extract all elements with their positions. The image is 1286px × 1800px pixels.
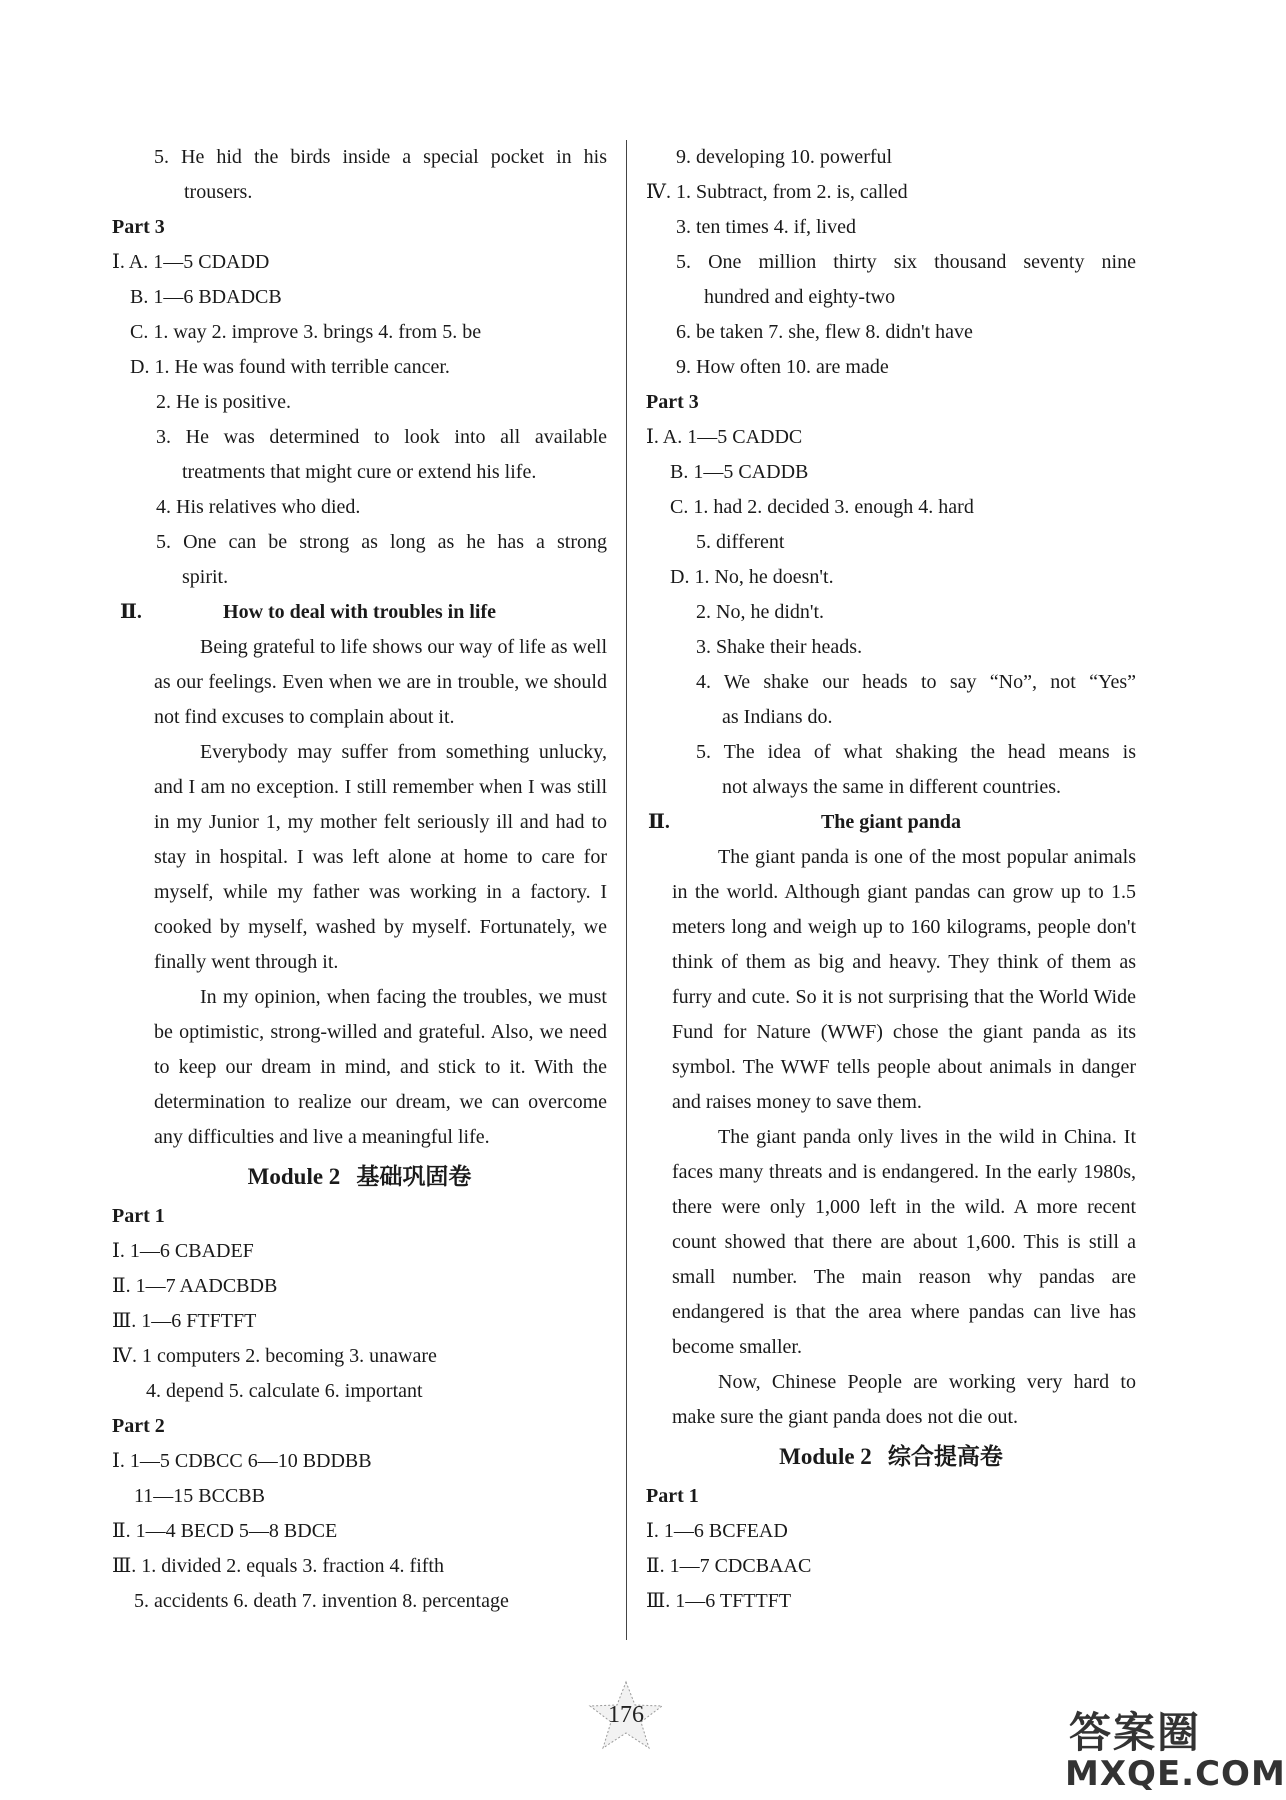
essay-paragraph: Everybody may suffer from something unlucky, and I am no exception. I still remember when I was still in my Junior 1, my mother felt seriously ill and had to stay in hospital. I was left alone at home to care for myself, while my father was working in a factory. I cooked by myself, washed by myself. Fortunately, we finally went through it. xyxy=(154,741,607,973)
part-heading: Part 3 xyxy=(646,391,699,413)
watermark-cn: 答案圈 xyxy=(1069,1708,1202,1757)
answer-line: Ⅰ. 1—6 BCFEAD xyxy=(646,1520,788,1542)
part-heading: Part 1 xyxy=(112,1205,165,1227)
answer-line: C. 1. way 2. improve 3. brings 4. from 5. be xyxy=(130,321,482,343)
answer-line: 5. One million thirty six thousand seventy nine xyxy=(676,251,1136,273)
answer-line: D. 1. No, he doesn't. xyxy=(670,566,834,588)
part-heading: Part 1 xyxy=(646,1485,699,1507)
essay-paragraph: The giant panda only lives in the wild in China. It faces many threats and is endangered. In the early 1980s, there were only 1,000 left in the wild. A more recent count showed that there are about 1,600. This is still a small number. The main reason why pandas are endangered is that the area where pandas can live has become smaller. xyxy=(672,1126,1136,1358)
essay-title-row xyxy=(112,595,607,630)
answer-line: Ⅰ. A. 1—5 CDADD xyxy=(112,251,270,273)
essay-number: Ⅱ. xyxy=(120,601,142,623)
answer-line: Ⅱ. 1—7 CDCBAAC xyxy=(646,1555,812,1577)
answer-line: 9. How often 10. are made xyxy=(676,356,889,378)
answer-line: Ⅰ. 1—5 CDBCC 6—10 BDDBB xyxy=(112,1450,372,1472)
answer-line: 4. We shake our heads to say “No”, not “Yes” xyxy=(696,671,1136,693)
answer-line: 11—15 BCCBB xyxy=(134,1485,265,1507)
answer-line: C. 1. had 2. decided 3. enough 4. hard xyxy=(670,496,974,518)
essay-paragraph: Being grateful to life shows our way of life as well as our feelings. Even when we are in trouble, we should not find excuses to complain about it. xyxy=(154,636,607,728)
module-title-cn: 综合提高卷 xyxy=(887,1444,1003,1470)
module-title-cn: 基础巩固卷 xyxy=(356,1164,472,1190)
module-title xyxy=(646,1437,1136,1477)
page-number-text: 176 xyxy=(608,1702,644,1728)
part-heading: Part 2 xyxy=(112,1415,165,1437)
watermark-url: MXQE.COM xyxy=(1065,1754,1286,1794)
answer-line: 4. His relatives who died. xyxy=(156,496,361,518)
answer-line: 3. ten times 4. if, lived xyxy=(676,216,856,238)
answer-line: as Indians do. xyxy=(722,706,833,728)
column-divider xyxy=(626,140,627,1640)
answer-line: 3. He was determined to look into all available xyxy=(156,426,607,448)
answer-line: spirit. xyxy=(182,566,229,588)
essay-paragraph: In my opinion, when facing the troubles, we must be optimistic, strong-willed and grateful. Also, we need to keep our dream in mind, and stick to it. With the determination to realize our dream, we can overcome any difficulties and live a meaningful life. xyxy=(154,986,607,1148)
essay-paragraph: The giant panda is one of the most popular animals in the world. Although giant pandas can grow up to 1.5 meters long and weigh up to 160 kilograms, people don't think of them as big and heavy. They think of them as furry and cute. So it is not surprising that the World Wide Fund for Nature (WWF) chose the giant panda as its symbol. The WWF tells people about animals in danger and raises money to save them. xyxy=(672,846,1136,1113)
answer-line: trousers. xyxy=(184,181,253,203)
answer-line: 5. accidents 6. death 7. invention 8. percentage xyxy=(134,1590,509,1612)
answer-line: Ⅲ. 1—6 FTFTFT xyxy=(112,1310,257,1332)
answer-line: 5. different xyxy=(696,531,785,553)
part-heading: Part 3 xyxy=(112,216,165,238)
answer-line: Ⅰ. A. 1—5 CADDC xyxy=(646,426,803,448)
answer-line: Ⅲ. 1—6 TFTTFT xyxy=(646,1590,792,1612)
module-title xyxy=(112,1157,607,1197)
answer-line: Ⅳ. 1 computers 2. becoming 3. unaware xyxy=(112,1345,437,1367)
answer-line: 2. No, he didn't. xyxy=(696,601,825,623)
essay-paragraph: Now, Chinese People are working very hard to make sure the giant panda does not die out. xyxy=(672,1371,1136,1428)
essay-title: The giant panda xyxy=(820,811,962,833)
answer-line: 2. He is positive. xyxy=(156,391,291,413)
answer-line: hundred and eighty-two xyxy=(704,286,896,308)
answer-line: 5. He hid the birds inside a special pocket in his xyxy=(154,146,607,168)
right-column xyxy=(646,140,1136,1619)
essay-number: Ⅱ. xyxy=(648,811,670,833)
answer-line: D. 1. He was found with terrible cancer. xyxy=(130,356,450,378)
answer-line: 5. The idea of what shaking the head means is xyxy=(696,741,1136,763)
answer-line: Ⅰ. 1—6 CBADEF xyxy=(112,1240,254,1262)
answer-line: 9. developing 10. powerful xyxy=(676,146,893,168)
answer-line: B. 1—6 BDADCB xyxy=(130,286,282,308)
answer-line: Ⅳ. 1. Subtract, from 2. is, called xyxy=(646,181,908,203)
answer-line: Ⅱ. 1—4 BECD 5—8 BDCE xyxy=(112,1520,338,1542)
page-number xyxy=(586,1680,666,1750)
answer-line: treatments that might cure or extend his life. xyxy=(182,461,537,483)
answer-line: not always the same in different countries. xyxy=(722,776,1061,798)
essay-title: How to deal with troubles in life xyxy=(223,601,496,623)
answer-line: 6. be taken 7. she, flew 8. didn't have xyxy=(676,321,973,343)
answer-line: 5. One can be strong as long as he has a strong xyxy=(156,531,607,553)
answer-line: 4. depend 5. calculate 6. important xyxy=(146,1380,423,1402)
answer-line: Ⅲ. 1. divided 2. equals 3. fraction 4. fifth xyxy=(112,1555,444,1577)
left-column xyxy=(112,140,607,1619)
answer-line: Ⅱ. 1—7 AADCBDB xyxy=(112,1275,278,1297)
module-title-en: Module 2 xyxy=(779,1444,872,1469)
essay-title-row xyxy=(646,805,1136,840)
watermark-logo xyxy=(1065,1700,1286,1795)
answer-line: 3. Shake their heads. xyxy=(696,636,863,658)
answer-line: B. 1—5 CADDB xyxy=(670,461,809,483)
module-title-en: Module 2 xyxy=(247,1164,341,1189)
